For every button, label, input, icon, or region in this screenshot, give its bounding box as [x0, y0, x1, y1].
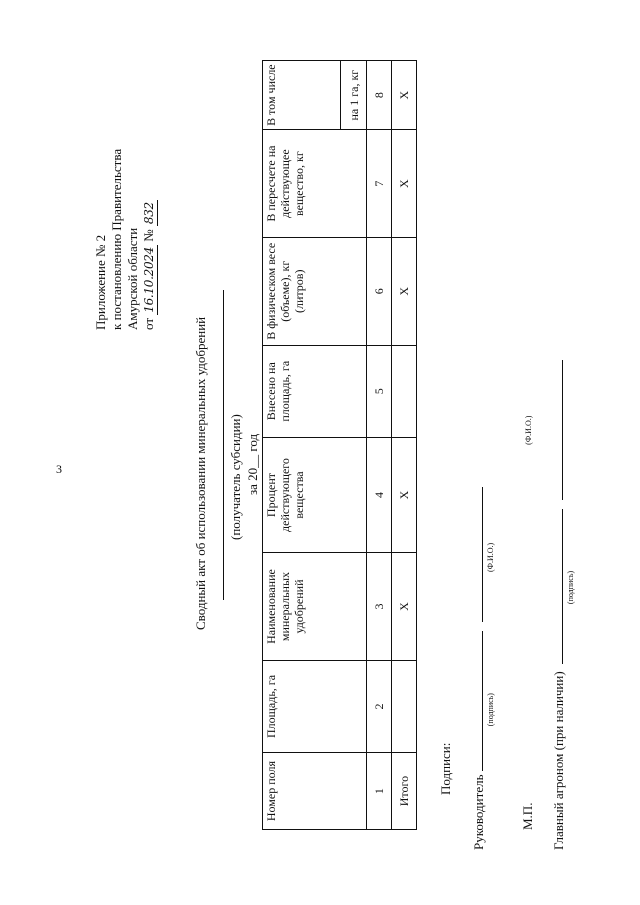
column-number: 8	[367, 61, 392, 130]
column-number: 2	[367, 660, 392, 752]
date-prefix: от	[141, 317, 156, 330]
recipient-blank-line	[223, 290, 224, 600]
head-signature-blank	[470, 631, 495, 771]
total-area-cell	[392, 660, 417, 752]
total-fertilizer-name: Х	[392, 553, 417, 661]
period-label: за 20__ год	[245, 433, 260, 495]
appendix-line-3: Амурской области	[125, 227, 140, 330]
agronomist-signature-blank	[550, 509, 575, 664]
handwritten-date: 16.10.2024	[142, 247, 156, 313]
appendix-date-number	[141, 30, 158, 330]
total-applied-area-cell	[392, 345, 417, 437]
header-field-number: Номер поля	[263, 753, 367, 830]
total-per-hectare: Х	[392, 61, 417, 130]
header-physical-weight: В физическом весе (объеме), кг (литров)	[263, 237, 367, 345]
page-number: 3	[56, 462, 62, 476]
total-active-substance: Х	[392, 130, 417, 238]
header-including: В том числе	[263, 61, 341, 130]
agronomist-label: Главный агроном (при наличии)	[551, 671, 566, 850]
header-applied-area: Внесено на площадь, га	[263, 345, 367, 437]
head-label: Руководитель	[471, 774, 486, 850]
seal-label: М.П.	[520, 802, 535, 830]
table-header-row	[263, 61, 341, 830]
total-physical-weight: Х	[392, 237, 417, 345]
appendix-block	[93, 30, 158, 330]
number-prefix: №	[141, 229, 156, 242]
column-number: 6	[367, 237, 392, 345]
agronomist-signature-line	[524, 330, 575, 850]
agronomist-signature-caption: (подпись)	[566, 570, 575, 605]
header-per-hectare: на 1 га, кг	[341, 61, 367, 130]
total-active-percent: Х	[392, 437, 417, 552]
agronomist-name-blank	[524, 360, 563, 500]
head-name-blank	[470, 487, 495, 622]
header-active-substance: В пересчете на действующее вещество, кг	[263, 130, 367, 238]
appendix-line-2: к постановлению Правительства	[109, 148, 124, 330]
document-title: Сводный акт об использовании минеральных удобрений	[193, 316, 208, 630]
column-number: 4	[367, 437, 392, 552]
agronomist-name-caption: (Ф.И.О.)	[524, 415, 533, 445]
header-active-percent: Процент действующего вещества	[263, 437, 367, 552]
fertilizer-usage-table	[262, 60, 417, 830]
column-numbers-row	[367, 61, 392, 830]
handwritten-number: 832	[142, 202, 156, 225]
column-number: 1	[367, 753, 392, 830]
total-row	[392, 61, 417, 830]
column-number: 5	[367, 345, 392, 437]
column-number: 3	[367, 553, 392, 661]
signatures-label: Подписи:	[438, 742, 453, 795]
signature-caption: (подпись)	[486, 693, 495, 727]
header-area: Площадь, га	[263, 660, 367, 752]
head-signature-line	[470, 430, 495, 850]
name-caption: (Ф.И.О.)	[486, 542, 495, 572]
recipient-caption: (получатель субсидии)	[228, 414, 243, 540]
total-label: Итого	[392, 753, 417, 830]
column-number: 7	[367, 130, 392, 238]
appendix-line-1: Приложение № 2	[93, 234, 108, 330]
header-fertilizer-name: Наименование минеральных удобрений	[263, 553, 367, 661]
